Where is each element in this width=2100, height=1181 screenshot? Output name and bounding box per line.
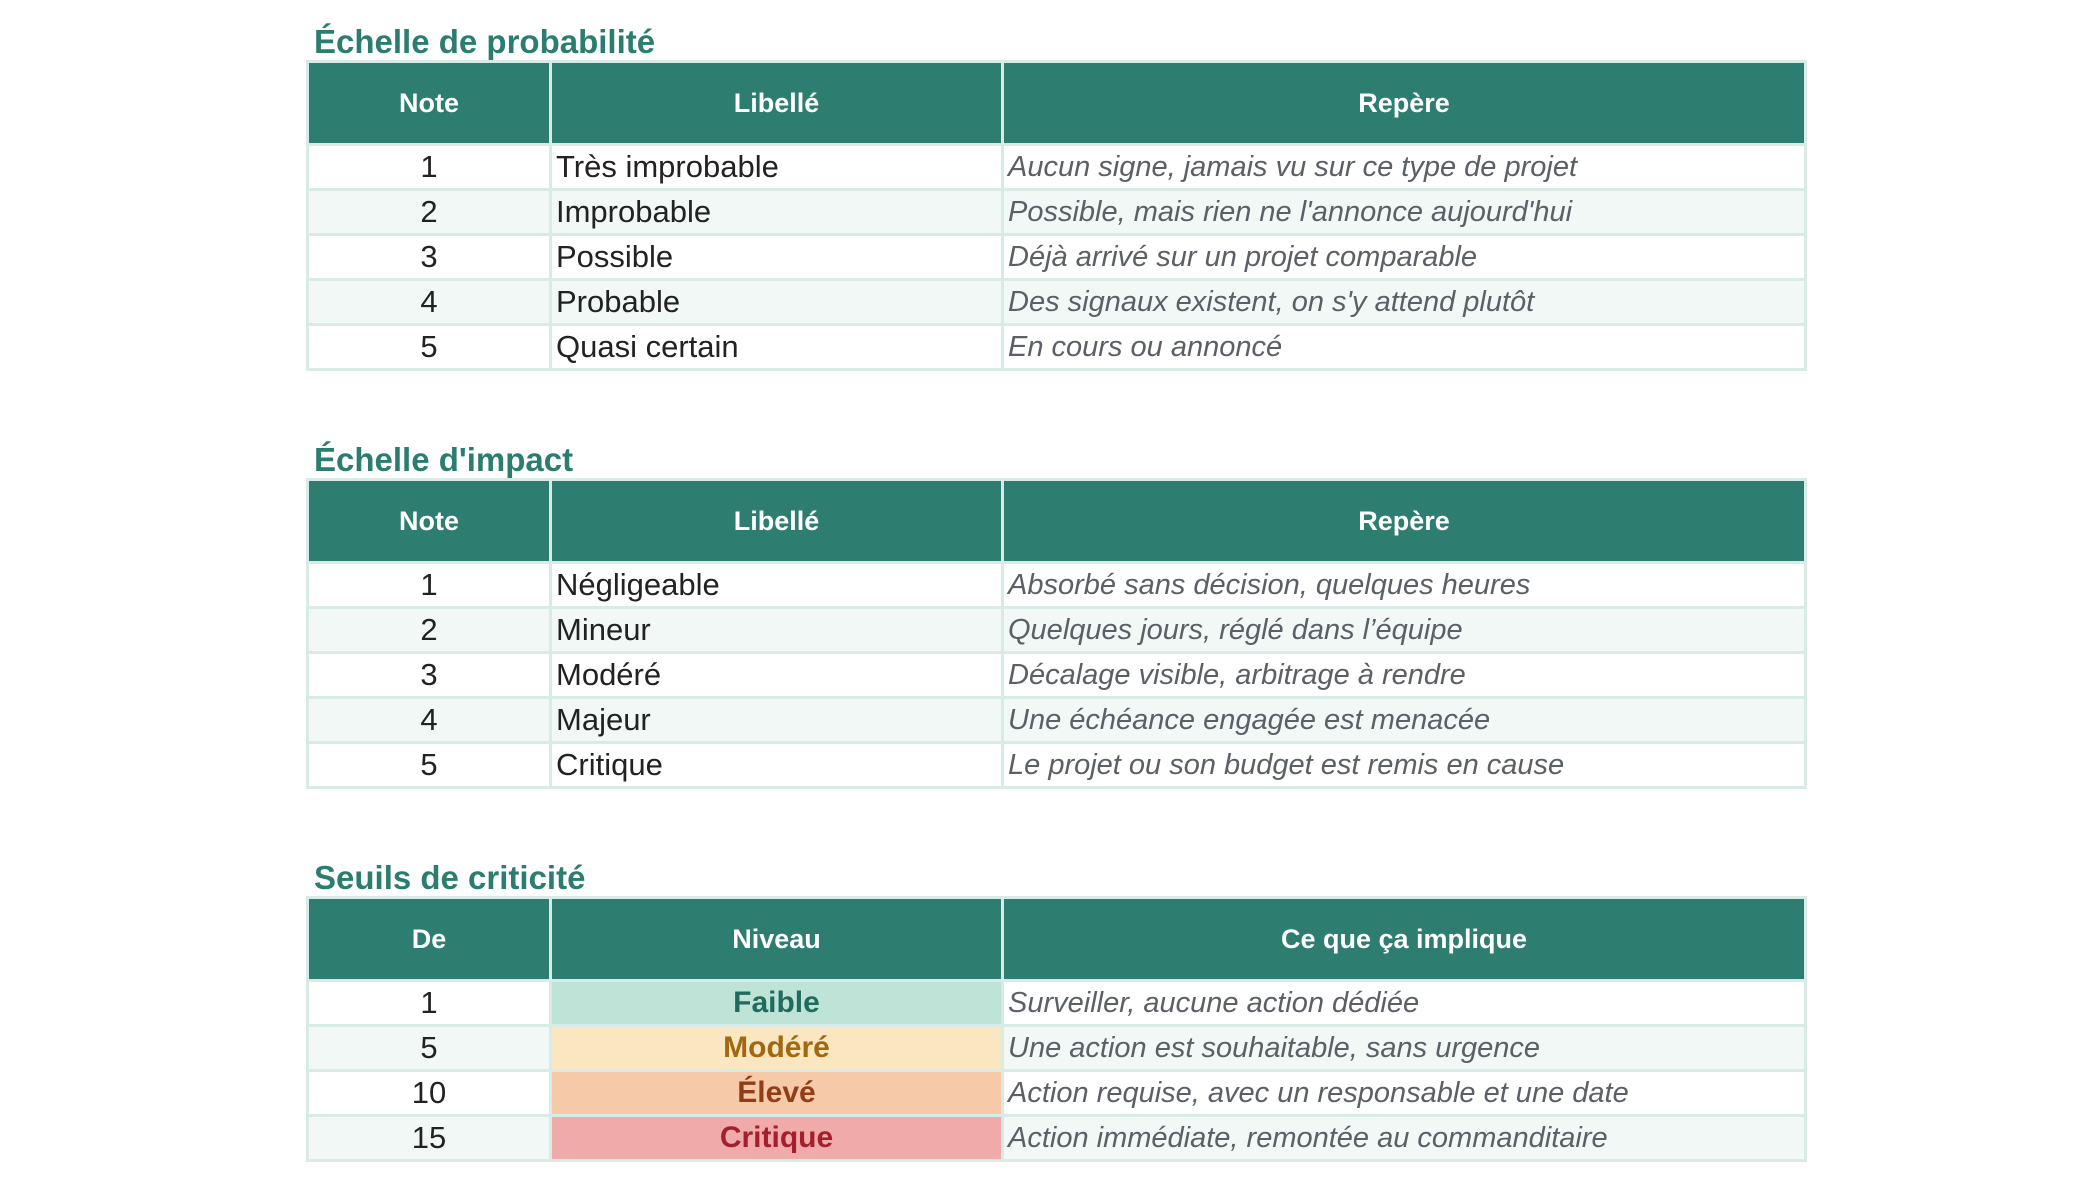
note-cell: 3 [308,653,551,698]
table-row [308,190,1806,235]
reference-cell: Le projet ou son budget est remis en cause [1003,743,1806,788]
table-row [308,280,1806,325]
header-note: Note [308,480,551,563]
header-from: De [308,898,551,981]
label-cell: Modéré [551,653,1003,698]
table-row [308,145,1806,190]
label-cell: Improbable [551,190,1003,235]
reference-cell: Quelques jours, réglé dans l’équipe [1003,608,1806,653]
reference-cell: Des signaux existent, on s'y attend plutôt [1003,280,1806,325]
reference-cell: Possible, mais rien ne l'annonce aujourd'hui [1003,190,1806,235]
note-cell: 1 [308,563,551,608]
table-row [308,1071,1806,1116]
table-row [308,325,1806,370]
table-row [308,235,1806,280]
reference-cell: Une échéance engagée est menacée [1003,698,1806,743]
table-row [308,608,1806,653]
probability-title: Échelle de probabilité [314,23,656,60]
meaning-cell: Une action est souhaitable, sans urgence [1003,1026,1806,1071]
table-row [308,698,1806,743]
criticity-title: Seuils de criticité [314,859,586,896]
note-cell: 1 [308,145,551,190]
from-cell: 10 [308,1071,551,1116]
reference-cell: Décalage visible, arbitrage à rendre [1003,653,1806,698]
label-cell: Majeur [551,698,1003,743]
reference-cell: En cours ou annoncé [1003,325,1806,370]
label-cell: Négligeable [551,563,1003,608]
reference-cell: Absorbé sans décision, quelques heures [1003,563,1806,608]
header-label: Libellé [551,480,1003,563]
level-cell: Faible [551,981,1003,1026]
label-cell: Possible [551,235,1003,280]
header-note: Note [308,62,551,145]
level-cell: Élevé [551,1071,1003,1116]
label-cell: Très improbable [551,145,1003,190]
header-label: Libellé [551,62,1003,145]
meaning-cell: Surveiller, aucune action dédiée [1003,981,1806,1026]
meaning-cell: Action immédiate, remontée au commanditaire [1003,1116,1806,1161]
note-cell: 4 [308,280,551,325]
table-row [308,981,1806,1026]
table-row [308,743,1806,788]
header-reference: Repère [1003,480,1806,563]
note-cell: 3 [308,235,551,280]
from-cell: 15 [308,1116,551,1161]
note-cell: 2 [308,190,551,235]
criticity-table [306,896,1807,1162]
table-row [308,653,1806,698]
from-cell: 5 [308,1026,551,1071]
label-cell: Mineur [551,608,1003,653]
header-reference: Repère [1003,62,1806,145]
level-cell: Critique [551,1116,1003,1161]
reference-cell: Déjà arrivé sur un projet comparable [1003,235,1806,280]
label-cell: Critique [551,743,1003,788]
note-cell: 4 [308,698,551,743]
header-level: Niveau [551,898,1003,981]
level-cell: Modéré [551,1026,1003,1071]
table-row [308,563,1806,608]
reference-cell: Aucun signe, jamais vu sur ce type de projet [1003,145,1806,190]
label-cell: Quasi certain [551,325,1003,370]
label-cell: Probable [551,280,1003,325]
table-row [308,1026,1806,1071]
table-row [308,1116,1806,1161]
note-cell: 2 [308,608,551,653]
impact-title: Échelle d'impact [314,441,574,478]
probability-table [306,60,1807,371]
impact-table [306,478,1807,789]
meaning-cell: Action requise, avec un responsable et une date [1003,1071,1806,1116]
from-cell: 1 [308,981,551,1026]
note-cell: 5 [308,325,551,370]
header-meaning: Ce que ça implique [1003,898,1806,981]
note-cell: 5 [308,743,551,788]
